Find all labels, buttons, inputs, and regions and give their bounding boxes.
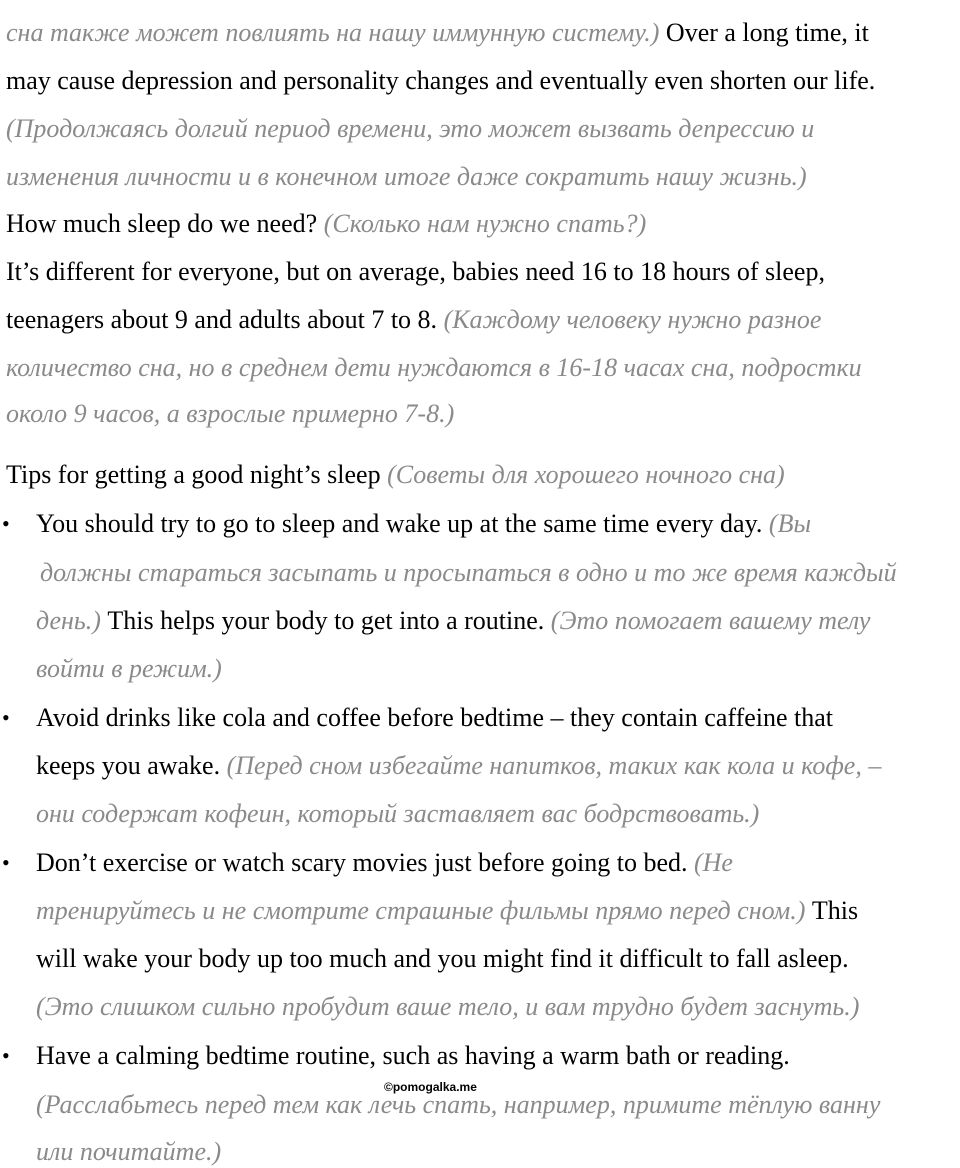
tip-line [36,750,881,782]
english-text: Over a long time, it [659,18,869,47]
tip-line [36,847,733,879]
english-text: will wake your body up too much and you might find it difficult to fall asleep. [36,944,849,973]
tip-line [36,653,222,685]
tip-line [36,991,859,1023]
english-text: may cause depression and personality changes and eventually even shorten our life. [6,66,876,95]
translation-text: около 9 часов, а взрослые примерно 7-8.) [6,399,455,428]
english-text: It’s different for everyone, but on average, babies need 16 to 18 hours of sleep, [6,257,825,286]
paragraph-line [6,161,807,193]
translation-text: количество сна, но в среднем дети нуждаются в 16-18 часах сна, подростки [6,353,862,382]
translation-text: тренируйтесь и не смотрите страшные фильмы прямо перед сном.) [36,896,806,925]
translation-text: войти в режим.) [36,654,222,683]
tips-heading [6,459,785,491]
tip-line [36,1136,221,1168]
translation-text: они содержат кофеин, который заставляет вас бодрствовать.) [36,799,760,828]
tips-heading-text: Tips for getting a good night’s sleep [6,460,381,489]
answer-line [6,352,862,384]
tip-line [36,508,811,540]
paragraph-line [6,65,875,97]
answer-line [6,256,825,288]
tip-line [36,943,849,975]
translation-text: (Это помогает вашему телу [544,606,871,635]
translation-text: (Перед сном избегайте напитков, таких как кола и кофе, – [220,751,882,780]
tip-line [36,895,858,927]
answer-line [6,304,821,336]
tip-line [36,1040,790,1072]
translation-text: изменения личности и в конечном итоге даже сократить нашу жизнь.) [6,162,807,191]
translation-text: сна также может повлиять на нашу иммунную систему.) [6,18,660,47]
english-text: Avoid drinks like cola and coffee before bedtime – they contain caffeine that [36,703,834,732]
question-translation: (Сколько нам нужно спать?) [317,209,647,238]
tips-heading-translation: (Советы для хорошего ночного сна) [380,460,785,489]
paragraph-line [6,17,869,49]
english-text: teenagers about 9 and adults about 7 to 8. [6,305,438,334]
translation-text: день.) [36,606,101,635]
question-line [6,208,646,240]
tip-line [36,702,833,734]
bullet-icon: • [2,705,10,730]
translation-text: (Расслабьтесь перед тем как лечь спать, например, примите тёплую ванну [36,1090,881,1119]
english-text: Have a calming bedtime routine, such as having a warm bath or reading. [36,1041,790,1070]
translation-text: (Вы [762,509,812,538]
bullet-icon: • [2,511,10,536]
tip-line [36,798,759,830]
translation-text: (Не [687,848,733,877]
question-text: How much sleep do we need? [6,209,318,238]
translation-text: (Каждому человеку нужно разное [437,305,822,334]
answer-line [6,398,454,430]
watermark: ©pomogalka.me [384,1080,477,1094]
english-text: This helps your body to get into a routine. [100,606,545,635]
translation-text: должны стараться засыпать и просыпаться в одно и то же время каждый [40,558,897,587]
bullet-icon: • [2,1043,10,1068]
english-text: You should try to go to sleep and wake up at the same time every day. [36,509,763,538]
bullet-icon: • [2,850,10,875]
english-text: keeps you awake. [36,751,221,780]
tip-line [36,605,870,637]
paragraph-line [6,113,814,145]
tip-line [40,557,897,589]
translation-text: (Продолжаясь долгий период времени, это может вызвать депрессию и [6,114,815,143]
english-text: Don’t exercise or watch scary movies just before going to bed. [36,848,688,877]
translation-text: или почитайте.) [36,1137,222,1166]
translation-text: (Это слишком сильно пробудит ваше тело, и вам трудно будет заснуть.) [36,992,860,1021]
english-text: This [805,896,859,925]
